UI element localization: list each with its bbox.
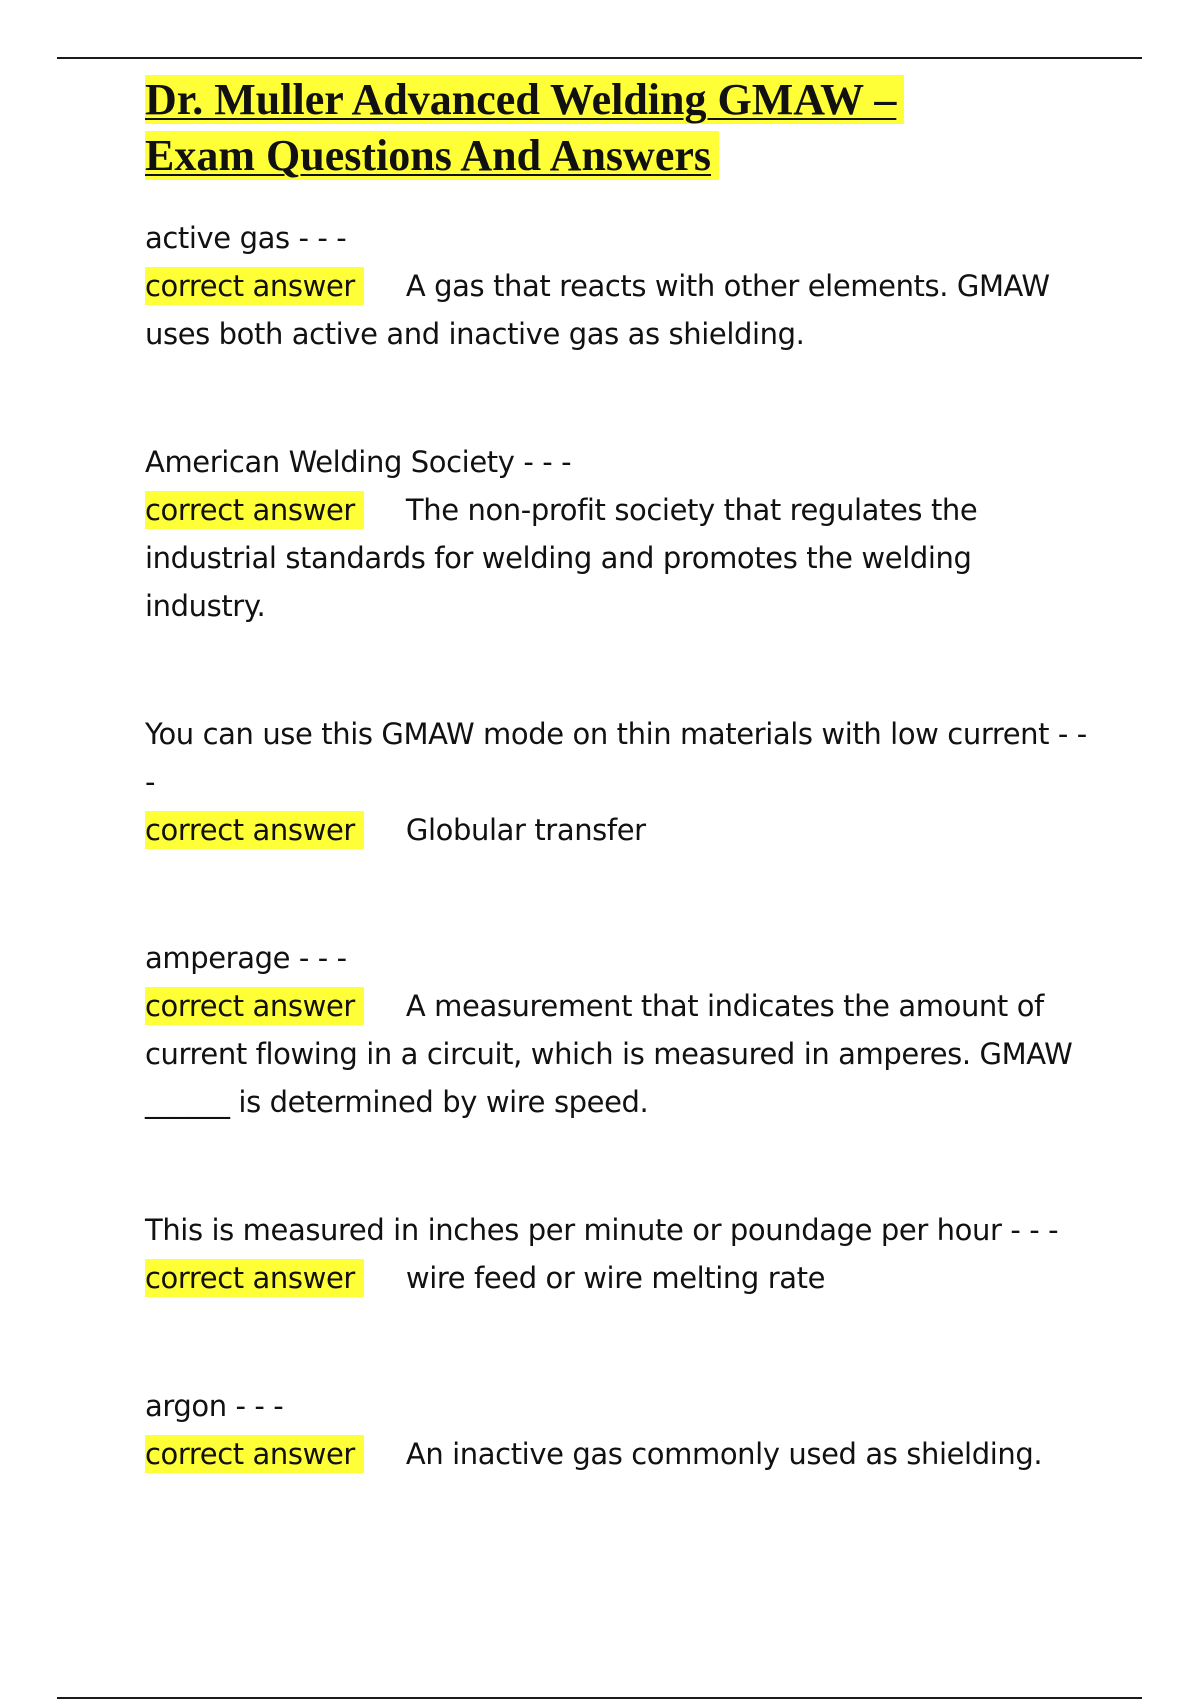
answer-line: [145, 486, 1095, 630]
answer-text: Globular transfer: [405, 813, 646, 847]
answer-text: A measurement that indicates the amount of current flowing in a circuit, which is measured in amperes. GMAW ______ is determined by wire speed.: [145, 989, 1073, 1119]
top-rule: [57, 57, 1142, 59]
qa-item-american-welding-society: [145, 438, 1095, 630]
correct-answer-label: correct answer: [145, 491, 364, 529]
correct-answer-label: correct answer: [145, 1259, 364, 1297]
answer-line: [145, 982, 1095, 1126]
qa-item-wire-feed: [145, 1206, 1095, 1302]
question-text: This is measured in inches per minute or poundage per hour - - -: [145, 1213, 1059, 1247]
question-text: American Welding Society - - -: [145, 445, 572, 479]
answer-line: [145, 1254, 1095, 1302]
title-line-1: Dr. Muller Advanced Welding GMAW –: [145, 75, 904, 124]
correct-answer-label: correct answer: [145, 987, 364, 1025]
answer-line: [145, 262, 1095, 358]
answer-line: [145, 1430, 1095, 1478]
correct-answer-label: correct answer: [145, 1435, 364, 1473]
qa-item-argon: [145, 1382, 1095, 1478]
question-text: active gas - - -: [145, 221, 347, 255]
question-text: argon - - -: [145, 1389, 284, 1423]
answer-text: A gas that reacts with other elements. GMAW uses both active and inactive gas as shielding.: [145, 269, 1050, 351]
bottom-rule: [57, 1697, 1142, 1699]
title-line-2: Exam Questions And Answers: [145, 131, 719, 180]
question-text: You can use this GMAW mode on thin materials with low current - - -: [145, 717, 1087, 799]
document-page: [145, 72, 1095, 1478]
answer-text: wire feed or wire melting rate: [405, 1261, 826, 1295]
correct-answer-label: correct answer: [145, 267, 364, 305]
document-title: [145, 72, 1095, 184]
question-text: amperage - - -: [145, 941, 347, 975]
answer-text: An inactive gas commonly used as shielding.: [405, 1437, 1043, 1471]
answer-line: [145, 806, 1095, 854]
qa-item-active-gas: [145, 214, 1095, 358]
qa-item-gmaw-mode: [145, 710, 1095, 854]
qa-item-amperage: [145, 934, 1095, 1126]
correct-answer-label: correct answer: [145, 811, 364, 849]
answer-text: The non-profit society that regulates the industrial standards for welding and promotes the welding industry.: [145, 493, 978, 623]
qa-list: [145, 214, 1095, 1478]
